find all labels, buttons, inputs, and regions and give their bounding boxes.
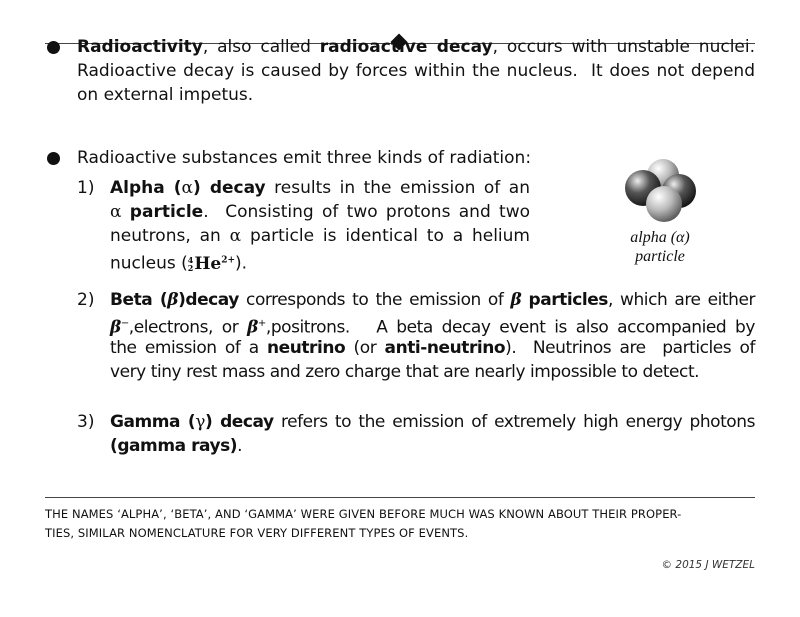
bold-term: particle [129, 202, 204, 222]
footnote-line: TIES, SIMILAR NOMENCLATURE FOR VERY DIFFERENT TYPES OF EVENTS. [45, 526, 469, 540]
greek-symbol: γ [195, 412, 205, 432]
text-span: neutrons, an [110, 226, 230, 246]
bold-term: Radioactivity [77, 37, 203, 57]
alpha-decay-text [110, 176, 530, 272]
text-span: ,electrons, or [128, 317, 248, 338]
text-span: Radioactive decay is caused by forces within the nucleus. It does not depend [77, 61, 755, 81]
text-line [110, 336, 755, 360]
text-span: , also called [202, 37, 320, 57]
bold-term: Beta ( [110, 290, 168, 310]
bullet-icon [47, 152, 60, 165]
text-span: particle is identical to a helium [241, 226, 530, 246]
caption-line: particle [635, 248, 685, 265]
text-span [121, 202, 129, 222]
bold-term: (gamma rays) [110, 436, 238, 456]
figure-caption [590, 228, 730, 266]
text-span: . [237, 436, 243, 456]
item-number: 2) [77, 290, 95, 310]
text-span: refers to the emission of extremely high energy photons [273, 412, 755, 432]
superscript: + [257, 318, 266, 329]
helium-nucleus-notation [188, 254, 235, 274]
bold-term: ) decay [204, 412, 274, 432]
text-line [77, 59, 755, 83]
text-span: ). Neutrinos are particles of [505, 338, 755, 358]
text-line [110, 360, 755, 384]
atomic-number: 2 [187, 263, 194, 274]
footnote-line: THE NAMES ‘ALPHA’, ‘BETA’, AND ‘GAMMA’ WERE GIVEN BEFORE MUCH WAS KNOWN ABOUT THEIR PROPER- [45, 507, 682, 521]
gamma-decay-text [110, 410, 755, 458]
bullet-icon [47, 41, 60, 54]
text-line [77, 83, 755, 107]
text-line [110, 410, 755, 434]
bold-term: ) decay [193, 178, 266, 198]
text-span: nucleus ( [110, 253, 188, 274]
item-number: 3) [77, 412, 95, 432]
item-number: 1) [77, 178, 95, 198]
greek-symbol: α [181, 178, 194, 198]
text-line [110, 248, 530, 272]
text-line [110, 288, 755, 312]
greek-symbol: β [247, 317, 258, 338]
alpha-particle-illustration [620, 158, 702, 228]
superscript: − [120, 318, 129, 329]
element-symbol: He [194, 253, 222, 274]
greek-symbol: β [167, 290, 179, 310]
text-line [110, 176, 530, 200]
greek-symbol: α [110, 202, 122, 222]
text-line [110, 434, 755, 458]
text-span: Radioactive substances emit three kinds of radiation: [77, 148, 532, 168]
bottom-divider [45, 497, 755, 498]
proton-sphere [646, 186, 682, 222]
footnote [45, 505, 681, 543]
text-span: the emission of a [110, 338, 267, 358]
bold-term: particles [528, 290, 608, 310]
bold-term: Gamma ( [110, 412, 196, 432]
bold-term: )decay [178, 290, 239, 310]
bullet-radioactivity [77, 35, 755, 107]
charge: 2+ [221, 255, 236, 265]
text-span: (or [345, 338, 385, 358]
text-span: on external impetus. [77, 85, 254, 105]
beta-decay-text [110, 288, 755, 384]
text-line [110, 200, 530, 224]
text-span: ,positrons. A beta decay event is also accompanied by [265, 317, 755, 338]
greek-symbol: β [510, 290, 522, 310]
bold-term: Alpha ( [110, 178, 182, 198]
text-span: , which are either [607, 290, 755, 310]
text-line [77, 146, 547, 170]
bold-term: radioactive decay [319, 37, 493, 57]
copyright: © 2015 J WETZEL [661, 559, 755, 571]
text-line [110, 224, 530, 248]
text-line [110, 312, 755, 336]
text-span: very tiny rest mass and zero charge that are nearly impossible to detect. [110, 362, 700, 382]
text-span: . Consisting of two protons and two [203, 202, 531, 222]
bullet-radiation-kinds [77, 146, 547, 170]
text-span: corresponds to the emission of [238, 290, 511, 310]
text-span: results in the emission of an [265, 178, 530, 198]
caption-line: alpha (α) [630, 229, 690, 246]
bold-term: neutrino [266, 338, 346, 358]
text-span: ). [235, 253, 248, 274]
text-span: , occurs with unstable nuclei. [492, 37, 755, 57]
greek-symbol: β [110, 317, 121, 338]
text-line [77, 35, 755, 59]
mass-number: 4 [187, 255, 194, 266]
greek-symbol: α [229, 226, 242, 246]
bold-term: anti-neutrino [384, 338, 506, 358]
